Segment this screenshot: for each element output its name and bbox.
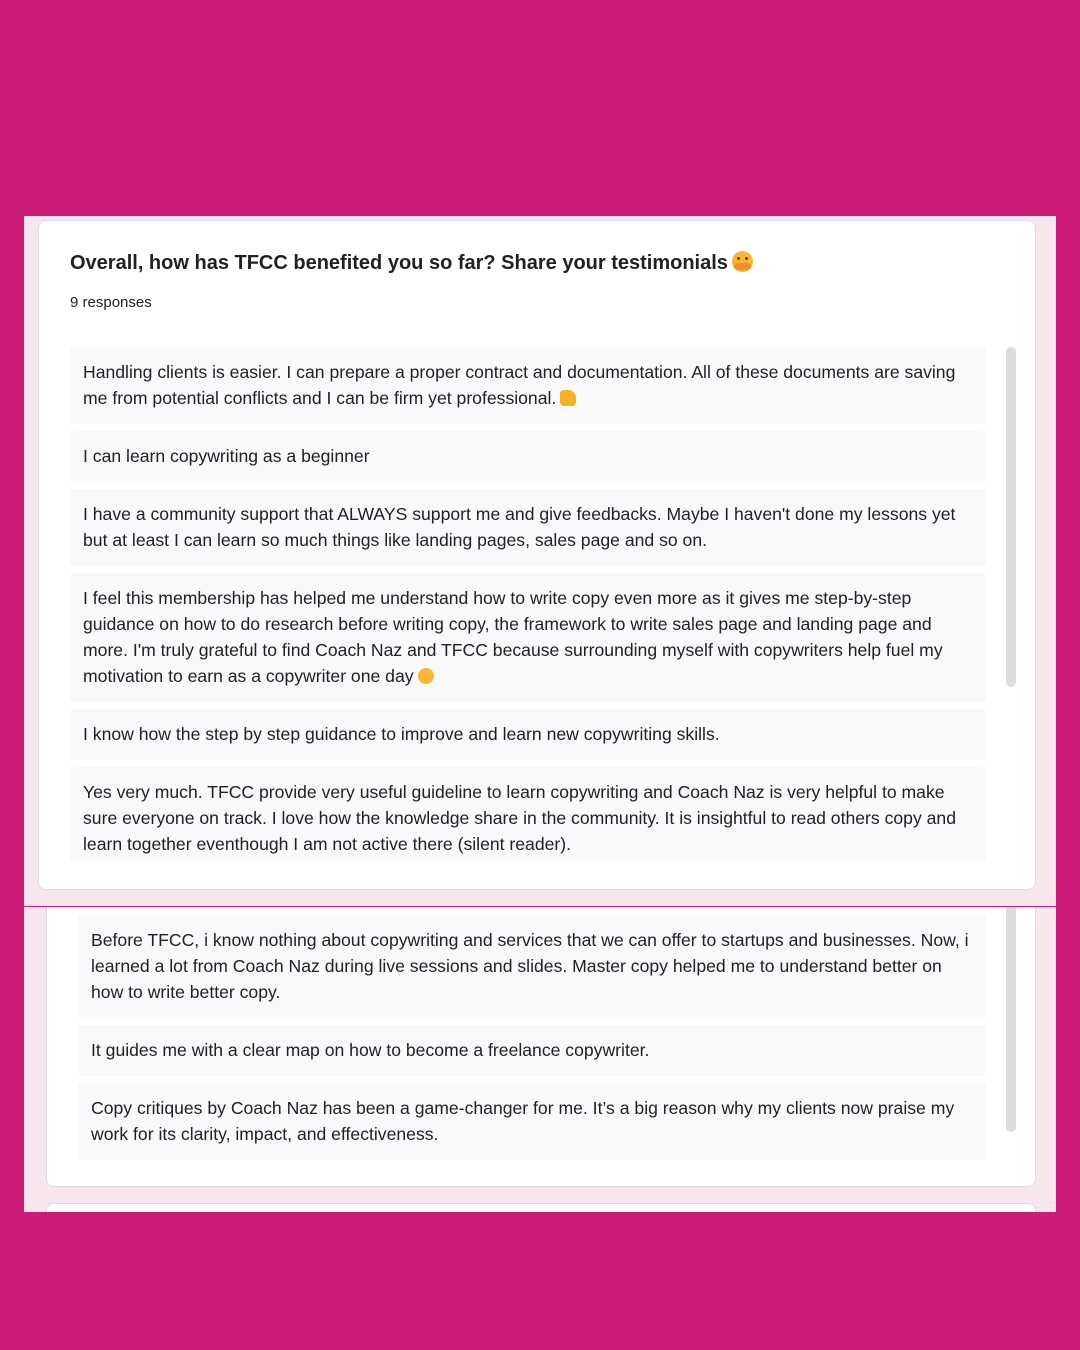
response-item: I have a community support that ALWAYS support me and give feedbacks. Maybe I haven't done my lessons yet but at least I can learn so much things like landing pages, sales page and so on. [70,489,986,566]
response-item: I feel this membership has helped me understand how to write copy even more as it gives me step-by-step guidance on how to do research before writing copy, the framework to write sales page and landing page and more. I'm truly grateful to find Coach Naz and TFCC because surrounding myself with copywriters help fuel my motivation to earn as a copywriter one day [70,573,986,702]
thumbs-up-icon [560,390,576,406]
question-card [38,220,1036,890]
hugging-face-icon [732,251,753,272]
response-item: Before TFCC, i know nothing about copywriting and services that we can offer to startups and businesses. Now, i learned a lot from Coach Naz during live sessions and slides. Master copy helped me to understand better on how to write better copy. [78,915,986,1018]
screenshot-bottom [24,907,1056,1212]
question-card-continued [46,907,1036,1187]
response-count: 9 responses [70,294,152,311]
scrollbar[interactable] [1006,347,1016,687]
response-list[interactable] [70,347,986,861]
response-item: Yes very much. TFCC provide very useful guideline to learn copywriting and Coach Naz is very helpful to make sure everyone on track. I love how the knowledge share in the community. It is insightful to read others copy and learn together eventhough I am not active there (silent reader). [70,767,986,861]
grinning-face-icon [418,668,434,684]
scrollbar[interactable] [1006,907,1016,1132]
next-question-card [46,1203,1036,1212]
response-item: I can learn copywriting as a beginner [70,431,986,482]
response-item: It guides me with a clear map on how to become a freelance copywriter. [78,1025,986,1076]
response-item: I know how the step by step guidance to improve and learn new copywriting skills. [70,709,986,760]
question-title: Overall, how has TFCC benefited you so far? Share your testimonials [70,251,753,275]
screenshot-top [24,216,1056,906]
response-item: Copy critiques by Coach Naz has been a game-changer for me. It’s a big reason why my clients now praise my work for its clarity, impact, and effectiveness. [78,1083,986,1160]
response-item: Handling clients is easier. I can prepare a proper contract and documentation. All of these documents are saving me from potential conflicts and I can be firm yet professional. [70,347,986,424]
response-list-continued[interactable] [78,915,986,1161]
